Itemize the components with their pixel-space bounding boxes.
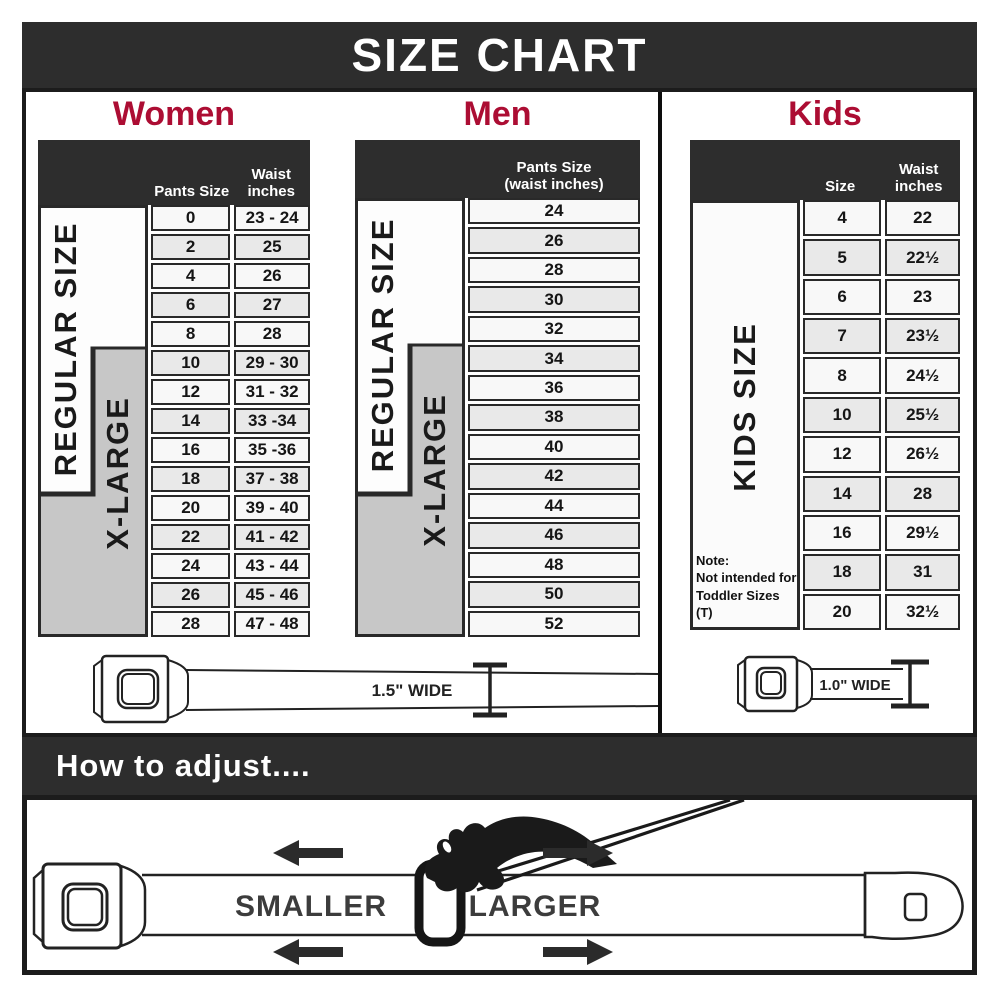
kids-note: Note: Not intended for Toddler Sizes (T) bbox=[696, 552, 797, 621]
table-cell: 16 bbox=[803, 515, 881, 551]
table-cell: 35 -36 bbox=[234, 437, 310, 463]
men-table-header bbox=[355, 140, 640, 198]
larger-label: LARGER bbox=[468, 890, 602, 923]
women-x-large-label: X-LARGE bbox=[100, 396, 136, 550]
table-cell: 14 bbox=[151, 408, 230, 434]
kids-rows bbox=[803, 200, 960, 630]
kids-size-label: KIDS SIZE bbox=[727, 321, 762, 492]
table-cell: 14 bbox=[803, 476, 881, 512]
table-row bbox=[468, 493, 640, 519]
arrow-right-icon bbox=[587, 939, 613, 965]
arrow-right-icon bbox=[543, 848, 587, 858]
women-regular-size-label: REGULAR SIZE bbox=[48, 221, 84, 477]
belt-tip-hole bbox=[905, 894, 926, 920]
table-row bbox=[803, 279, 960, 315]
men-size-table bbox=[355, 140, 640, 642]
men-size-group-graphic bbox=[355, 198, 465, 637]
table-cell: 42 bbox=[468, 463, 640, 489]
table-cell: 8 bbox=[803, 357, 881, 393]
table-cell: 10 bbox=[803, 397, 881, 433]
women-size-group-graphic bbox=[38, 205, 148, 637]
table-cell: 44 bbox=[468, 493, 640, 519]
table-cell: 50 bbox=[468, 581, 640, 607]
table-row bbox=[803, 318, 960, 354]
table-cell: 28 bbox=[234, 321, 310, 347]
table-cell: 48 bbox=[468, 552, 640, 578]
table-cell: 31 bbox=[885, 554, 960, 590]
table-cell: 37 - 38 bbox=[234, 466, 310, 492]
table-cell: 4 bbox=[151, 263, 230, 289]
women-table-body bbox=[38, 205, 310, 642]
table-cell: 4 bbox=[803, 200, 881, 236]
table-cell: 36 bbox=[468, 375, 640, 401]
kids-table-body bbox=[690, 200, 960, 630]
table-row bbox=[468, 581, 640, 607]
table-row bbox=[151, 292, 310, 318]
men-side-labels bbox=[355, 198, 465, 642]
adult-belt-width-label: 1.5" WIDE bbox=[371, 681, 453, 700]
arrow-left-icon bbox=[273, 939, 299, 965]
table-cell: 12 bbox=[803, 436, 881, 472]
buckle-latch-icon bbox=[797, 660, 812, 708]
table-cell: 23 - 24 bbox=[234, 205, 310, 231]
kids-belt-width-label: 1.0" WIDE bbox=[819, 677, 891, 694]
table-cell: 29 - 30 bbox=[234, 350, 310, 376]
arrow-right-icon bbox=[543, 947, 587, 957]
table-row bbox=[151, 408, 310, 434]
table-row bbox=[468, 611, 640, 637]
table-cell: 12 bbox=[151, 379, 230, 405]
adjustment-diagram-panel bbox=[22, 795, 977, 975]
table-row bbox=[151, 437, 310, 463]
table-cell: 32½ bbox=[885, 594, 960, 630]
belt-strap-bottom-edge bbox=[186, 706, 658, 710]
kids-table-header bbox=[690, 140, 960, 200]
table-cell: 25½ bbox=[885, 397, 960, 433]
men-x-large-label: X-LARGE bbox=[417, 393, 453, 547]
table-cell: 5 bbox=[803, 239, 881, 275]
table-row bbox=[151, 466, 310, 492]
table-cell: 27 bbox=[234, 292, 310, 318]
arrow-left-icon bbox=[299, 947, 343, 957]
buckle-latch-icon bbox=[168, 660, 188, 718]
table-cell: 2 bbox=[151, 234, 230, 260]
table-cell: 10 bbox=[151, 350, 230, 376]
women-col-waist: Waist inches bbox=[247, 165, 295, 200]
table-cell: 38 bbox=[468, 404, 640, 430]
table-cell: 22½ bbox=[885, 239, 960, 275]
how-to-adjust-heading-bar bbox=[22, 737, 977, 795]
table-row bbox=[151, 350, 310, 376]
table-cell: 32 bbox=[468, 316, 640, 342]
table-cell: 45 - 46 bbox=[234, 582, 310, 608]
table-row bbox=[151, 611, 310, 637]
table-cell: 26 bbox=[468, 227, 640, 253]
how-to-adjust-heading: How to adjust.... bbox=[56, 748, 311, 783]
men-table-body bbox=[355, 198, 640, 642]
table-cell: 28 bbox=[468, 257, 640, 283]
women-rows bbox=[151, 205, 310, 637]
arrow-left-icon bbox=[273, 840, 299, 866]
table-cell: 22 bbox=[151, 524, 230, 550]
table-cell: 26 bbox=[234, 263, 310, 289]
table-cell: 7 bbox=[803, 318, 881, 354]
table-row bbox=[468, 434, 640, 460]
table-cell: 33 -34 bbox=[234, 408, 310, 434]
table-cell: 34 bbox=[468, 345, 640, 371]
table-row bbox=[803, 436, 960, 472]
table-cell: 23 bbox=[885, 279, 960, 315]
table-cell: 47 - 48 bbox=[234, 611, 310, 637]
adjustment-diagram bbox=[27, 800, 972, 970]
table-cell: 30 bbox=[468, 286, 640, 312]
table-cell: 8 bbox=[151, 321, 230, 347]
table-row bbox=[151, 263, 310, 289]
section-divider bbox=[658, 92, 662, 733]
table-cell: 25 bbox=[234, 234, 310, 260]
table-cell: 20 bbox=[803, 594, 881, 630]
table-row bbox=[803, 200, 960, 236]
page-title-text: SIZE CHART bbox=[351, 29, 648, 81]
table-row bbox=[468, 522, 640, 548]
table-row bbox=[803, 594, 960, 630]
men-rows bbox=[468, 198, 640, 637]
table-cell: 18 bbox=[803, 554, 881, 590]
belt-strap-top-edge bbox=[186, 670, 658, 674]
seatbelt-buckle-icon bbox=[43, 864, 121, 948]
men-section-heading: Men bbox=[463, 95, 532, 133]
table-cell: 43 - 44 bbox=[234, 553, 310, 579]
table-cell: 23½ bbox=[885, 318, 960, 354]
page-title bbox=[22, 22, 977, 88]
table-cell: 0 bbox=[151, 205, 230, 231]
kids-section-heading: Kids bbox=[788, 95, 862, 133]
table-row bbox=[803, 357, 960, 393]
men-col-pants-size: Pants Size (waist inches) bbox=[504, 158, 604, 193]
table-cell: 46 bbox=[468, 522, 640, 548]
women-size-table bbox=[38, 140, 310, 642]
arrow-left-icon bbox=[299, 848, 343, 858]
men-regular-size-label: REGULAR SIZE bbox=[365, 217, 401, 473]
table-cell: 28 bbox=[885, 476, 960, 512]
table-cell: 41 - 42 bbox=[234, 524, 310, 550]
seatbelt-buckle-icon bbox=[745, 657, 797, 711]
table-row bbox=[468, 286, 640, 312]
table-cell: 6 bbox=[151, 292, 230, 318]
table-row bbox=[151, 582, 310, 608]
table-cell: 31 - 32 bbox=[234, 379, 310, 405]
table-row bbox=[803, 239, 960, 275]
table-cell: 24 bbox=[468, 198, 640, 224]
kids-size-table bbox=[690, 140, 960, 630]
table-cell: 26 bbox=[151, 582, 230, 608]
kids-col-size: Size bbox=[825, 177, 856, 195]
table-row bbox=[151, 495, 310, 521]
table-row bbox=[803, 397, 960, 433]
table-cell: 22 bbox=[885, 200, 960, 236]
kids-side-label-box bbox=[690, 200, 800, 630]
table-row bbox=[803, 554, 960, 590]
women-table-header bbox=[38, 140, 310, 205]
table-row bbox=[468, 552, 640, 578]
table-row bbox=[151, 205, 310, 231]
table-cell: 20 bbox=[151, 495, 230, 521]
women-side-labels bbox=[38, 205, 148, 642]
size-chart-panel bbox=[22, 88, 977, 737]
table-cell: 24½ bbox=[885, 357, 960, 393]
buckle-latch-icon bbox=[121, 866, 145, 946]
table-cell: 39 - 40 bbox=[234, 495, 310, 521]
smaller-label: SMALLER bbox=[235, 890, 387, 923]
table-row bbox=[468, 404, 640, 430]
table-row bbox=[468, 375, 640, 401]
table-row bbox=[468, 227, 640, 253]
kids-belt-illustration bbox=[735, 652, 970, 718]
table-row bbox=[468, 345, 640, 371]
table-cell: 18 bbox=[151, 466, 230, 492]
table-row bbox=[151, 553, 310, 579]
adult-belt-illustration bbox=[90, 650, 658, 728]
table-row bbox=[151, 524, 310, 550]
table-cell: 26½ bbox=[885, 436, 960, 472]
table-cell: 29½ bbox=[885, 515, 960, 551]
table-row bbox=[151, 234, 310, 260]
women-section-heading: Women bbox=[112, 95, 236, 133]
table-row bbox=[151, 321, 310, 347]
table-cell: 24 bbox=[151, 553, 230, 579]
table-row bbox=[468, 198, 640, 224]
table-row bbox=[803, 515, 960, 551]
table-row bbox=[151, 379, 310, 405]
table-row bbox=[468, 463, 640, 489]
table-cell: 40 bbox=[468, 434, 640, 460]
women-col-pants-size: Pants Size bbox=[154, 182, 230, 200]
table-cell: 6 bbox=[803, 279, 881, 315]
table-row bbox=[468, 316, 640, 342]
table-cell: 16 bbox=[151, 437, 230, 463]
table-row bbox=[468, 257, 640, 283]
kids-col-waist: Waist inches bbox=[894, 160, 943, 195]
table-cell: 52 bbox=[468, 611, 640, 637]
table-row bbox=[803, 476, 960, 512]
table-cell: 28 bbox=[151, 611, 230, 637]
